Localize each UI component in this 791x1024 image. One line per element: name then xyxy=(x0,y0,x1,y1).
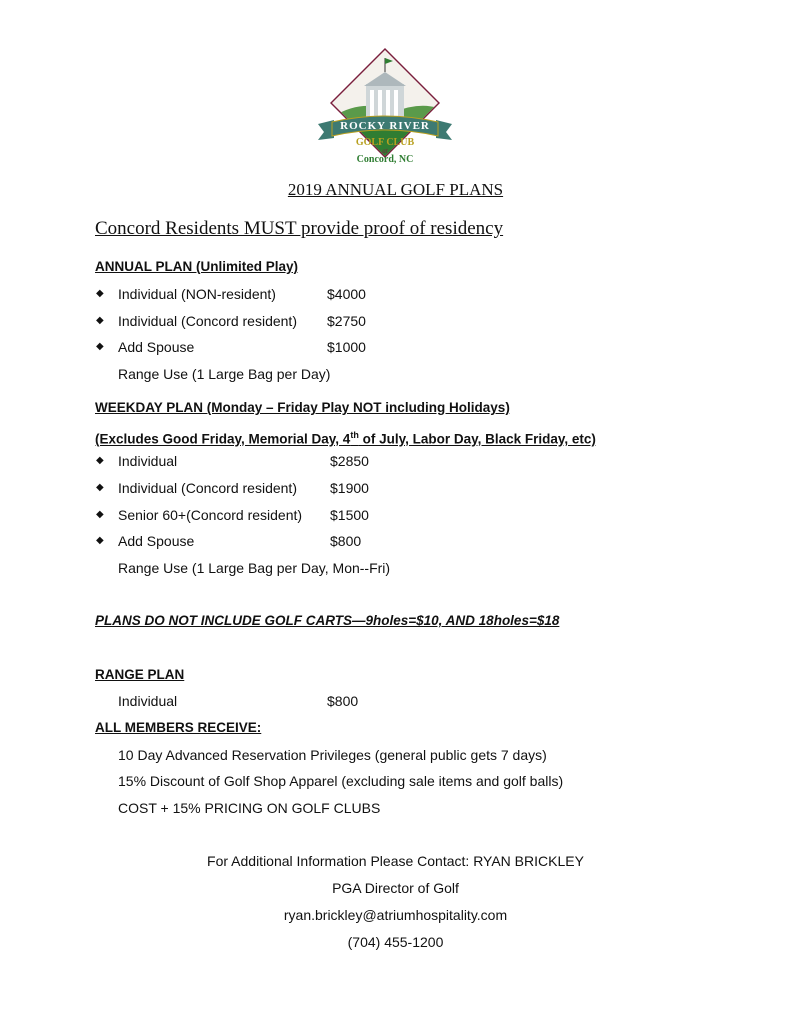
bullet-diamond-icon: ◆ xyxy=(96,482,104,493)
range-use-label: Range Use (1 Large Bag per Day, Mon--Fri) xyxy=(118,560,391,576)
logo-name-line: ROCKY RIVER xyxy=(340,120,430,132)
annual-plan-item xyxy=(0,312,791,330)
range-plan-heading: RANGE PLAN xyxy=(95,667,185,682)
benefit-text: 10 Day Advanced Reservation Privileges (general public gets 7 days) xyxy=(118,747,547,763)
plan-item-price: $800 xyxy=(330,533,362,549)
plan-item-label: Individual (Concord resident) xyxy=(118,313,297,329)
plan-item-price: $1900 xyxy=(330,480,369,496)
plan-item-price: $2750 xyxy=(327,313,366,329)
exclusions-text: (Excludes Good Friday, Memorial Day, 4 xyxy=(95,431,351,447)
logo-location-line: Concord, NC xyxy=(356,154,414,165)
plan-item-label: Add Spouse xyxy=(118,533,195,549)
range-plan-item xyxy=(0,692,791,710)
golf-carts-note: PLANS DO NOT INCLUDE GOLF CARTS—9holes=$10, AND 18holes=$18 xyxy=(95,613,560,628)
bullet-diamond-icon: ◆ xyxy=(96,455,104,466)
range-use-label: Range Use (1 Large Bag per Day) xyxy=(118,366,331,382)
plan-item-label: Senior 60+(Concord resident) xyxy=(118,507,303,523)
contact-line: For Additional Information Please Contact: RYAN BRICKLEY xyxy=(207,853,584,869)
bullet-diamond-icon: ◆ xyxy=(96,315,104,326)
bullet-diamond-icon: ◆ xyxy=(96,535,104,546)
weekday-plan-item xyxy=(0,479,791,497)
logo-at-line: at xyxy=(382,147,388,155)
member-benefit xyxy=(0,799,791,817)
weekday-range-use xyxy=(0,559,791,577)
benefit-text: COST + 15% PRICING ON GOLF CLUBS xyxy=(118,800,381,816)
contact-phone: (704) 455-1200 xyxy=(347,934,444,950)
plan-item-price: $800 xyxy=(327,693,359,709)
plan-item-price: $4000 xyxy=(327,286,366,302)
plan-item-label: Individual xyxy=(118,693,178,709)
plan-item-price: $1500 xyxy=(330,507,369,523)
member-benefit xyxy=(0,746,791,764)
logo-golf-club-line: GOLF CLUB xyxy=(355,137,415,148)
ordinal-suffix: th xyxy=(350,430,359,440)
plan-item-label: Add Spouse xyxy=(118,339,195,355)
plan-item-price: $1000 xyxy=(327,339,366,355)
members-heading: ALL MEMBERS RECEIVE: xyxy=(95,720,262,735)
plan-item-label: Individual (Concord resident) xyxy=(118,480,297,496)
plan-item-label: Individual (NON-resident) xyxy=(118,286,276,302)
member-benefit xyxy=(0,772,791,790)
exclusions-text-end: of July, Labor Day, Black Friday, etc) xyxy=(358,431,596,447)
annual-range-use xyxy=(0,365,791,383)
club-logo xyxy=(314,46,456,168)
residency-notice: Concord Residents MUST provide proof of residency xyxy=(95,218,504,239)
weekday-plan-item xyxy=(0,532,791,550)
weekday-exclusions xyxy=(95,426,596,449)
weekday-plan-item xyxy=(0,506,791,524)
annual-plan-item xyxy=(0,285,791,303)
contact-email[interactable]: ryan.brickley@atriumhospitality.com xyxy=(283,907,508,923)
weekday-plan-heading: WEEKDAY PLAN (Monday – Friday Play NOT including Holidays) xyxy=(95,400,510,415)
annual-plan-heading: ANNUAL PLAN (Unlimited Play) xyxy=(95,259,299,274)
bullet-diamond-icon: ◆ xyxy=(96,341,104,352)
weekday-plan-item xyxy=(0,452,791,470)
page-title: 2019 ANNUAL GOLF PLANS xyxy=(287,180,504,199)
bullet-diamond-icon: ◆ xyxy=(96,288,104,299)
benefit-text: 15% Discount of Golf Shop Apparel (excluding sale items and golf balls) xyxy=(118,773,564,789)
bullet-diamond-icon: ◆ xyxy=(96,509,104,520)
contact-title: PGA Director of Golf xyxy=(332,880,459,896)
plan-item-price: $2850 xyxy=(330,453,369,469)
annual-plan-item xyxy=(0,338,791,356)
plan-item-label: Individual xyxy=(118,453,178,469)
